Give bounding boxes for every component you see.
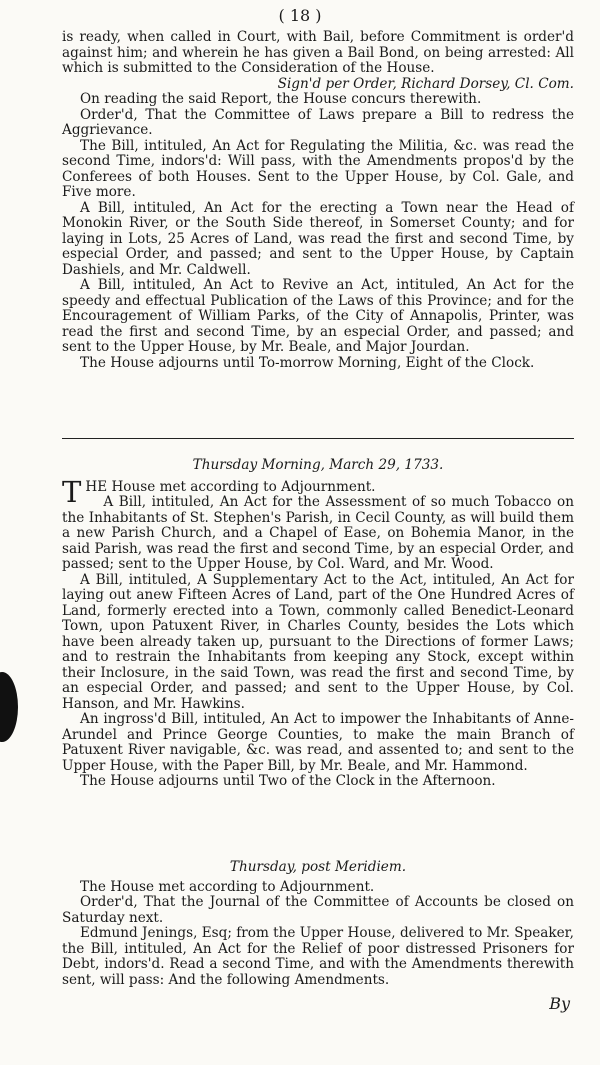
signature-line: Sign'd per Order, Richard Dorsey, Cl. Com. [277,75,574,92]
paragraph: A Bill, intituled, An Act to Revive an Act, intituled, An Act for the speedy and effectual Publication of the Laws of this Province; and for the Encouragement of William Parks, of the City of Annapolis, Printer, was read the first and second Time, by an especial Order, and passed; and sent to the Upper House, by Mr. Beale, and Major Jourdan. [62,277,574,355]
paragraph: A Bill, intituled, A Supplementary Act to the Act, intituled, An Act for laying out anew Fifteen Acres of Land, part of the One Hundred Acres of Land, formerly erected into a Town, commonly called Benedict-Leonard Town, upon Patuxent River, in Charles County, besides the Lots which have been already taken up, pursuant to the Directions of former Laws; and to restrain the Inhabitants from keeping any Stock, except within their Inclosure, in the said Town, was read the first and second Time, by an especial Order, and passed; and sent to the Upper House, by Col. Hanson, and Mr. Hawkins. [62,571,574,712]
section-divider [62,438,574,439]
paragraph: On reading the said Report, the House concurs therewith. [80,91,482,107]
paragraph: An ingross'd Bill, intituled, An Act to impower the Inhabitants of Anne-Arundel and Prince George Counties, to make the main Branch of Patuxent River navigable, &c. was read, and assented to; and sent to the Upper House, with the Paper Bill, by Mr. Beale, and Mr. Hammond. [62,711,574,774]
section-thursday-morning [62,458,574,790]
catchword: By [549,994,570,1013]
section-heading: Thursday Morning, March 29, 1733. [192,457,444,473]
paragraph: The Bill, intituled, An Act for Regulating the Militia, &c. was read the second Time, indors'd: Will pass, with the Amendments propos'd by the Conferees of both Houses. Sent to the Upper House, by Col. Gale, and Five more. [62,137,574,200]
ink-blot [0,672,18,742]
adjournment: The House adjourns until Two of the Clock in the Afternoon. [80,773,496,789]
paragraph: Order'd, That the Committee of Laws prepare a Bill to redress the Aggrievance. [62,106,574,138]
section-heading: Thursday, post Meridiem. [229,859,407,875]
opening-text: HE House met according to Adjournment. [85,478,376,495]
paragraph: is ready, when called in Court, with Bail, before Commitment is order'd against him; and wherein he has given a Bail Bond, on being arrested: All which is submitted to the Consideration of the House. [62,29,574,76]
paragraph: The House met according to Adjournment. [80,878,375,895]
paragraph: Edmund Jenings, Esq; from the Upper House, delivered to Mr. Speaker, the Bill, intituled, An Act for the Relief of poor distressed Prisoners for Debt, indors'd. Read a second Time, and with the Amendments therewith sent, will pass: And the following Amendments. [62,925,574,988]
page-number: ( 18 ) [278,6,322,25]
paragraph: A Bill, intituled, An Act for the erecting a Town near the Head of Monokin River, or the South Side thereof, in Somerset County; and for laying in Lots, 25 Acres of Land, was read the first and second Time, by especial Order, and passed; and sent to the Upper House, by Captain Dashiels, and Mr. Caldwell. [62,199,574,278]
drop-cap: T [62,474,82,509]
top-block [62,30,574,371]
opening-line [62,474,574,509]
paragraph: Order'd, That the Journal of the Committee of Accounts be closed on Saturday next. [62,894,574,926]
adjournment: The House adjourns until To-morrow Morning, Eight of the Clock. [80,354,535,371]
section-post-meridiem [62,860,574,988]
paragraph: A Bill, intituled, An Act for the Assessment of so much Tobacco on the Inhabitants of St. Stephen's Parish, in Cecil County, as will build them a new Parish Church, and a Chapel of Ease, on Bohemia Manor, in the said Parish, was read the first and second Time, by an especial Order, and passed; sent to the Upper House, by Col. Ward, and Mr. Wood. [62,494,574,572]
